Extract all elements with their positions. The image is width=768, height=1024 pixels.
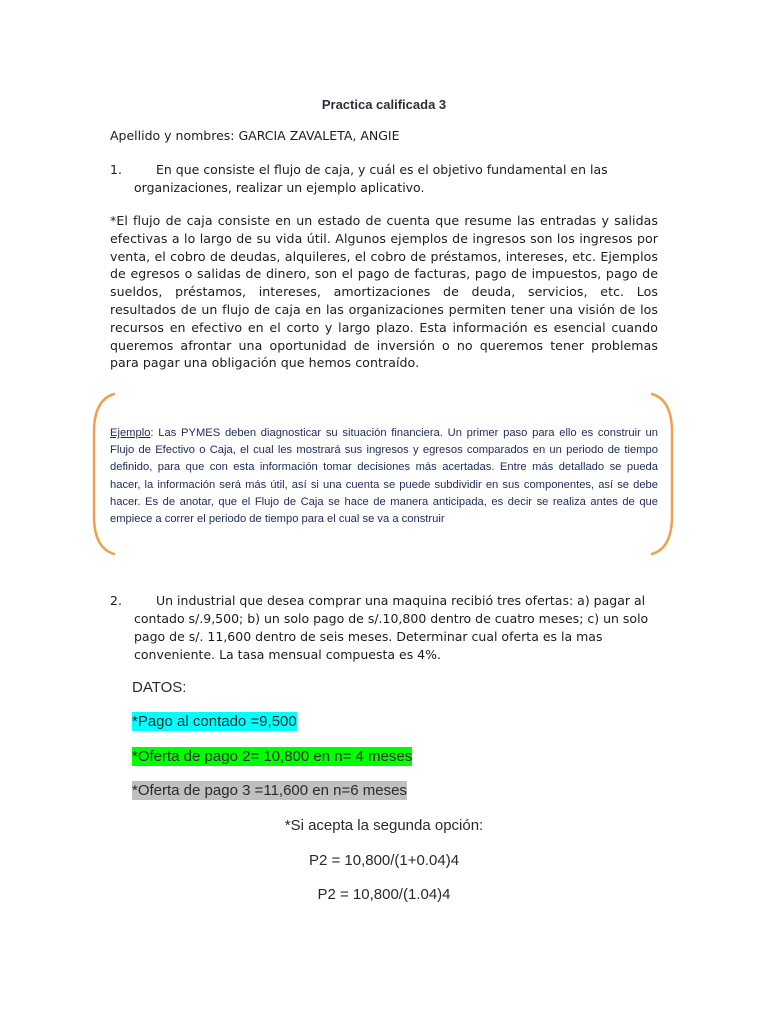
question-1-text: En que consiste el flujo de caja, y cuál es el objetivo fundamental en las organizaciones, realizar un ejemplo aplicativo.: [134, 162, 608, 195]
author-line: Apellido y nombres: GARCIA ZAVALETA, ANGIE: [110, 128, 400, 143]
question-2-text: Un industrial que desea comprar una maquina recibió tres ofertas: a) pagar al contado s/.9,500; b) un solo pago de s/.10,800 dentro de cuatro meses; c) un solo pago de s/. 11,600 dentro de seis meses. Determinar cual oferta es la mas conveniente. La tasa mensual compuesta es 4%.: [134, 593, 649, 662]
document-title: Practica calificada 3: [321, 97, 447, 112]
question-2-number: 2.: [110, 593, 122, 608]
question-1: [110, 161, 658, 197]
datos-item-1: [132, 713, 297, 730]
datos-item-2-text: *Oferta de pago 2= 10,800 en n= 4 meses: [132, 748, 413, 765]
question-2: [110, 592, 658, 664]
question-1-number: 1.: [110, 162, 122, 177]
datos-heading: DATOS:: [132, 679, 187, 696]
datos-item-1-text: *Pago al contado =9,500: [132, 713, 297, 730]
calc-line-3: P2 = 10,800/(1.04)4: [317, 886, 451, 903]
example-paragraph: [110, 425, 658, 528]
calc-line-1: *Si acepta la segunda opción:: [284, 817, 484, 834]
datos-item-2: [132, 748, 412, 765]
example-label: Ejemplo: [110, 427, 151, 439]
datos-item-3: [132, 782, 407, 799]
answer-1-paragraph: *El flujo de caja consiste en un estado de cuenta que resume las entradas y salidas efectivas a lo largo de su vida útil. Algunos ejemplos de ingresos son los ingresos por venta, el cobro de deudas, alquileres, el cobro de préstamos, intereses, etc. Ejemplos de egresos o salidas de dinero, son el pago de facturas, pago de impuestos, pago de sueldos, préstamos, intereses, amortizaciones de deuda, servicios, etc. Los resultados de un flujo de caja en las organizaciones permiten tener una visión de los recursos en efectivo en el corto y largo plazo. Esta información es esencial cuando queremos afrontar una oportunidad de inversión o no queremos tener problemas para pagar una obligación que hemos contraído.: [110, 213, 658, 371]
datos-item-3-text: *Oferta de pago 3 =11,600 en n=6 meses: [132, 782, 407, 799]
calc-line-2: P2 = 10,800/(1+0.04)4: [308, 852, 460, 869]
example-text: : Las PYMES deben diagnosticar su situación financiera. Un primer paso para ello es construir un Flujo de Efectivo o Caja, el cual les mostrará sus ingresos y egresos comparados en un periodo de tiempo definido, para que con esta información tomar decisiones más acertadas. Entre más detallado se pueda hacer, la información será más útil, así si una cuenta se puede subdividir en sus componentes, así se debe hacer. Es de anotar, que el Flujo de Caja se hace de manera anticipada, es decir se realiza antes de que empiece a correr el periodo de tiempo para el cual se va a construir: [110, 427, 658, 526]
